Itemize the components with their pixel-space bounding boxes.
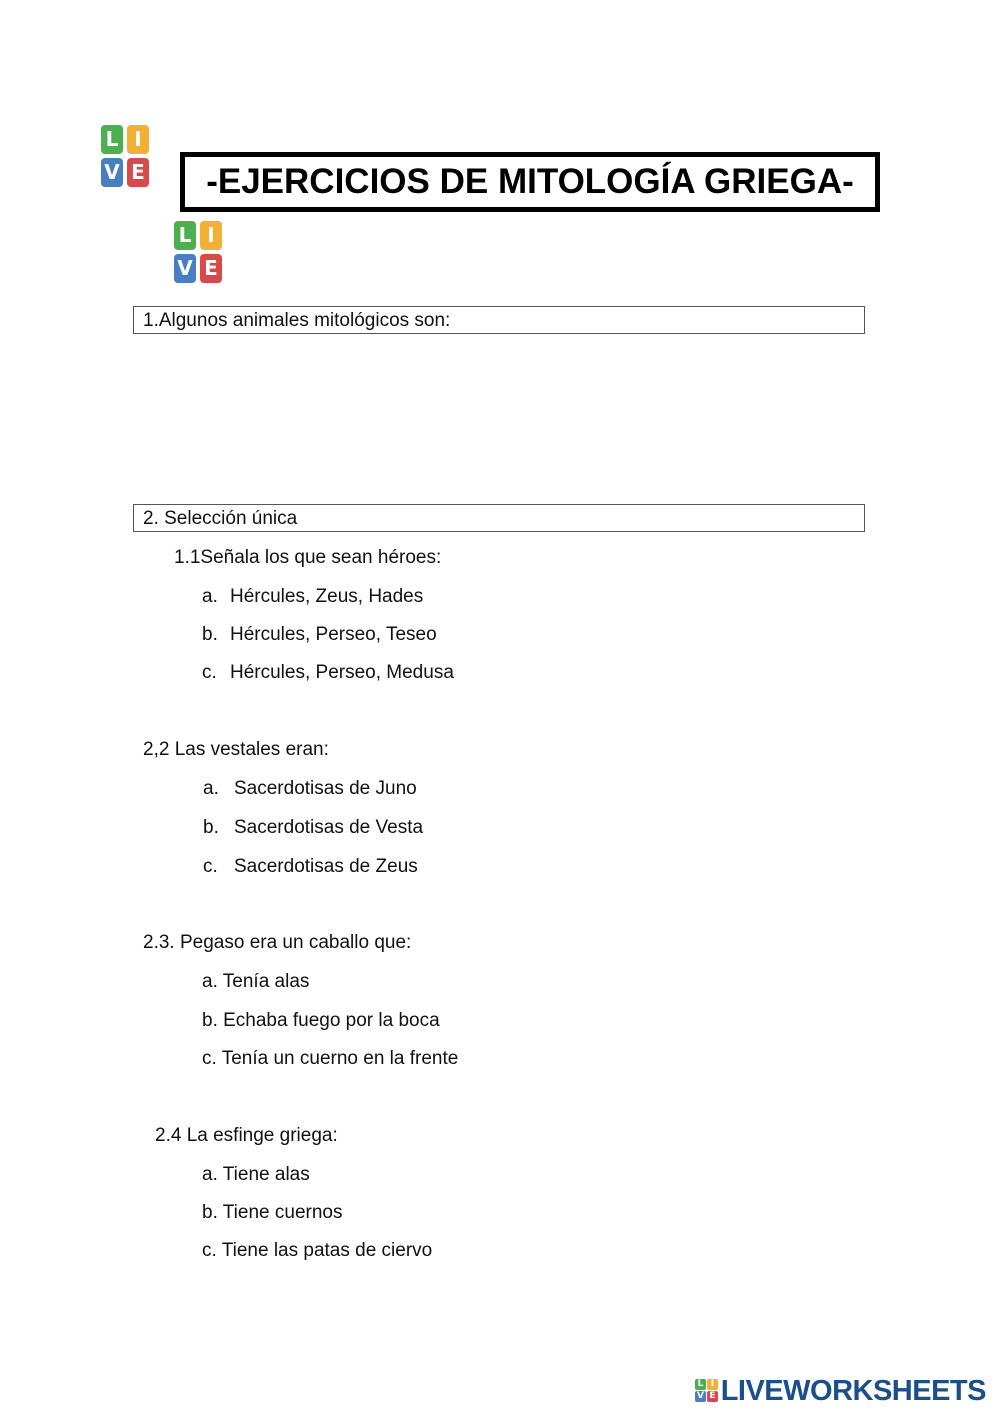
q4-option-a[interactable]: a. Tiene alas [202, 1164, 310, 1185]
q2-option-c[interactable]: c. Sacerdotisas de Zeus [203, 856, 418, 877]
q4-option-c[interactable]: c. Tiene las patas de ciervo [202, 1240, 433, 1261]
q1-option-a[interactable]: a. Hércules, Zeus, Hades [202, 586, 424, 607]
logo-tile-l: L [174, 221, 196, 250]
section-2-heading: 2. Selección única [133, 504, 865, 532]
q3-option-c[interactable]: c. Tenía un cuerno en la frente [202, 1048, 459, 1069]
question-2-2: 2,2 Las vestales eran: [143, 739, 329, 760]
q3-option-b[interactable]: b. Echaba fuego por la boca [202, 1010, 440, 1031]
live-logo-top [101, 125, 151, 189]
logo-tile-e: E [200, 254, 222, 283]
q1-option-b[interactable]: b. Hércules, Perseo, Teseo [202, 624, 437, 645]
liveworksheets-brand[interactable] [695, 1376, 986, 1406]
question-2-4: 2.4 La esfinge griega: [155, 1125, 338, 1146]
liveworksheets-logo-icon: L I V E [695, 1379, 719, 1403]
q2-option-b[interactable]: b. Sacerdotisas de Vesta [203, 817, 424, 838]
logo-tile-e: E [127, 158, 149, 187]
q3-option-a[interactable]: a. Tenía alas [202, 971, 310, 992]
logo-tile-i: I [200, 221, 222, 250]
question-2-3: 2.3. Pegaso era un caballo que: [143, 932, 412, 953]
logo-tile-i: I [127, 125, 149, 154]
question-1-1: 1.1Señala los que sean héroes: [174, 547, 442, 568]
logo-tile-v: V [101, 158, 123, 187]
logo-tile-l: L [101, 125, 123, 154]
live-logo-second [174, 221, 224, 285]
q4-option-b[interactable]: b. Tiene cuernos [202, 1202, 343, 1223]
logo-tile-v: V [174, 254, 196, 283]
q1-option-c[interactable]: c. Hércules, Perseo, Medusa [202, 662, 454, 683]
liveworksheets-wordmark: LIVEWORKSHEETS [720, 1375, 986, 1407]
page-title: -EJERCICIOS DE MITOLOGÍA GRIEGA- [180, 152, 880, 212]
q2-option-a[interactable]: a. Sacerdotisas de Juno [203, 778, 417, 799]
section-1-heading: 1.Algunos animales mitológicos son: [133, 306, 865, 334]
